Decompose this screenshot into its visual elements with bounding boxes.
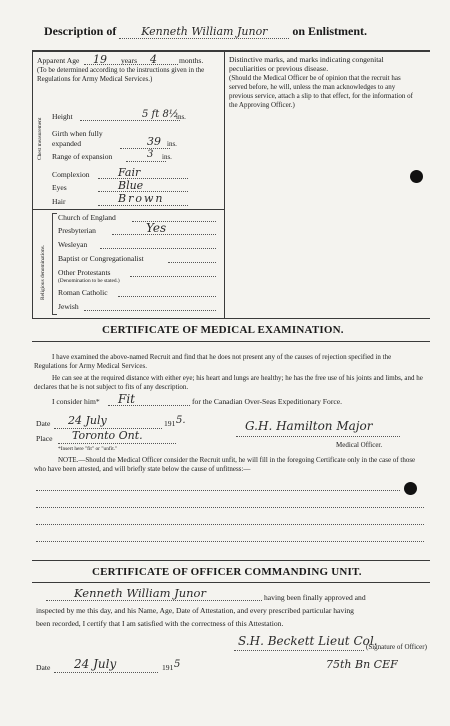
eyes-label: Eyes xyxy=(52,183,67,192)
complexion-value: Fair xyxy=(118,166,141,179)
officer-date-value: 24 July xyxy=(74,657,117,671)
medical-para1: I have examined the above-named Recruit and find that he does not present any of the causes of rejection specified in the Regulations for Army Medical Services. xyxy=(34,353,392,370)
height-underline xyxy=(80,120,180,121)
girth-label: Girth when fully expanded xyxy=(52,129,103,148)
presbyterian-value: Yes xyxy=(146,221,167,235)
girth-underline xyxy=(120,148,170,149)
chest-label: Chest measurement xyxy=(37,117,43,160)
girth-value: 39 xyxy=(147,135,161,148)
religion-line xyxy=(100,248,216,249)
girth-unit: ins. xyxy=(167,140,177,148)
insert-note: *Insert here "fit" or "unfit." xyxy=(58,446,118,452)
height-label: Height xyxy=(52,112,73,121)
religion-item: Presbyterian xyxy=(58,226,96,235)
officer-name-underline xyxy=(46,600,262,601)
officer-line2: inspected by me this day, and his Name, Age, Date of Attestation, and every prescribed particular having xyxy=(36,606,354,615)
unfitness-line xyxy=(36,507,424,508)
distinctive-marks-note: (Should the Medical Officer be of opinion that the recruit has served before, he will, unless the man acknowledges to any previous service, attach a slip to that effect, for the information of the Approving Officer.) xyxy=(229,74,413,109)
unfitness-line xyxy=(36,524,424,525)
recruit-name: Kenneth William Junor xyxy=(119,25,289,39)
age-underline xyxy=(84,64,178,65)
religion-line xyxy=(168,262,216,263)
officer-title-rule xyxy=(32,582,430,583)
medical-certificate-title: CERTIFICATE OF MEDICAL EXAMINATION. xyxy=(102,324,344,336)
fitness-value: Fit xyxy=(118,392,135,406)
fitness-underline xyxy=(108,405,190,406)
religion-item: Other Protestants xyxy=(58,268,111,277)
religion-item: Baptist or Congregationalist xyxy=(58,254,144,263)
officer-recruit-name: Kenneth William Junor xyxy=(74,586,206,600)
religion-top-rule xyxy=(33,209,224,210)
medical-date-value: 24 July xyxy=(68,414,107,427)
religion-item: Jewish xyxy=(58,302,79,311)
officer-top-rule xyxy=(32,560,430,561)
punch-hole-bottom xyxy=(404,482,417,495)
header-suffix: on Enlistment. xyxy=(292,24,368,38)
height-value: 5 ft 8½ xyxy=(142,109,179,120)
age-value: 19 xyxy=(93,53,107,66)
distinctive-marks-label: Distinctive marks, and marks indicating congenital peculiarities or previous disease. xyxy=(229,55,384,73)
religion-line xyxy=(118,296,216,297)
months-label: months. xyxy=(179,56,204,65)
medical-place-label: Place xyxy=(36,434,53,443)
hair-underline xyxy=(98,205,188,206)
medical-officer-signature: G.H. Hamilton Major xyxy=(245,419,373,433)
medical-place-value: Toronto Ont. xyxy=(72,429,143,442)
medical-year-prefix: 191 xyxy=(164,419,176,428)
apparent-age-label: Apparent Age xyxy=(37,56,80,65)
range-underline xyxy=(126,161,166,162)
range-label: Range of expansion xyxy=(52,152,113,161)
punch-hole-top xyxy=(410,170,423,183)
medical-officer-label: Medical Officer. xyxy=(336,441,383,449)
medical-date-label: Date xyxy=(36,419,51,428)
complexion-label: Complexion xyxy=(52,170,90,179)
officer-date-underline xyxy=(54,672,158,673)
months-value: 4 xyxy=(150,53,157,66)
religion-item: Wesleyan xyxy=(58,240,88,249)
medical-signature-underline xyxy=(236,436,400,437)
religion-item: Church of England xyxy=(58,213,116,222)
officer-date-label: Date xyxy=(36,663,51,672)
medical-year-value: 5. xyxy=(176,415,186,426)
unfitness-line xyxy=(36,490,400,491)
medical-title-rule xyxy=(32,341,430,342)
unfitness-line xyxy=(36,541,424,542)
consider-label: I consider him* xyxy=(52,397,100,406)
officer-certificate-title: CERTIFICATE OF OFFICER COMMANDING UNIT. xyxy=(92,566,362,578)
officer-line3: been recorded, I certify that I am satisfied with the correctness of this Attestation. xyxy=(36,619,284,628)
for-text: for the Canadian Over-Seas Expeditionary Force. xyxy=(192,397,342,406)
medical-place-underline xyxy=(58,443,176,444)
header xyxy=(44,24,367,39)
unit-designation: 75th Bn CEF xyxy=(326,658,398,671)
signature-of-officer-label: (Signature of Officer) xyxy=(366,643,427,651)
hair-label: Hair xyxy=(52,197,66,206)
medical-note: NOTE.—Should the Medical Officer consider the Recruit unfit, he will fill in the foregoing Certificate only in the case of those who have been attested, and will briefly state below the cause of unfitness:— xyxy=(34,456,416,473)
religion-note: (Denomination to be stated.) xyxy=(58,278,120,284)
officer-signature-underline xyxy=(234,650,364,651)
frame-top xyxy=(32,50,430,52)
frame-left xyxy=(32,51,33,319)
religion-item: Roman Catholic xyxy=(58,288,108,297)
age-note: (To be determined according to the instructions given in the Regulations for Army Medical Services.) xyxy=(37,66,205,83)
officer-body-end: having been finally approved and xyxy=(264,593,366,602)
column-divider xyxy=(224,51,225,319)
officer-year-prefix: 191 xyxy=(162,663,174,672)
range-unit: ins. xyxy=(162,153,172,161)
medical-para2: He can see at the required distance with either eye; his heart and lungs are healthy; he has the free use of his joints and limbs, and he declares that he is not subject to fits of any description. xyxy=(34,374,423,391)
religion-line xyxy=(130,276,216,277)
frame-bottom xyxy=(32,318,430,319)
religion-line xyxy=(84,310,216,311)
religion-line xyxy=(132,221,216,222)
range-value: 3 xyxy=(147,149,154,160)
height-unit: ins. xyxy=(176,113,186,121)
years-label: years xyxy=(121,56,138,65)
commanding-officer-signature: S.H. Beckett Lieut Col. xyxy=(238,634,378,648)
officer-year-value: 5 xyxy=(174,659,181,670)
header-prefix: Description of xyxy=(44,24,117,38)
religion-bracket xyxy=(52,213,57,315)
hair-value: Brown xyxy=(118,192,165,205)
religion-line xyxy=(112,234,216,235)
religion-label: Religious denominations. xyxy=(40,244,46,300)
eyes-value: Blue xyxy=(118,179,144,192)
